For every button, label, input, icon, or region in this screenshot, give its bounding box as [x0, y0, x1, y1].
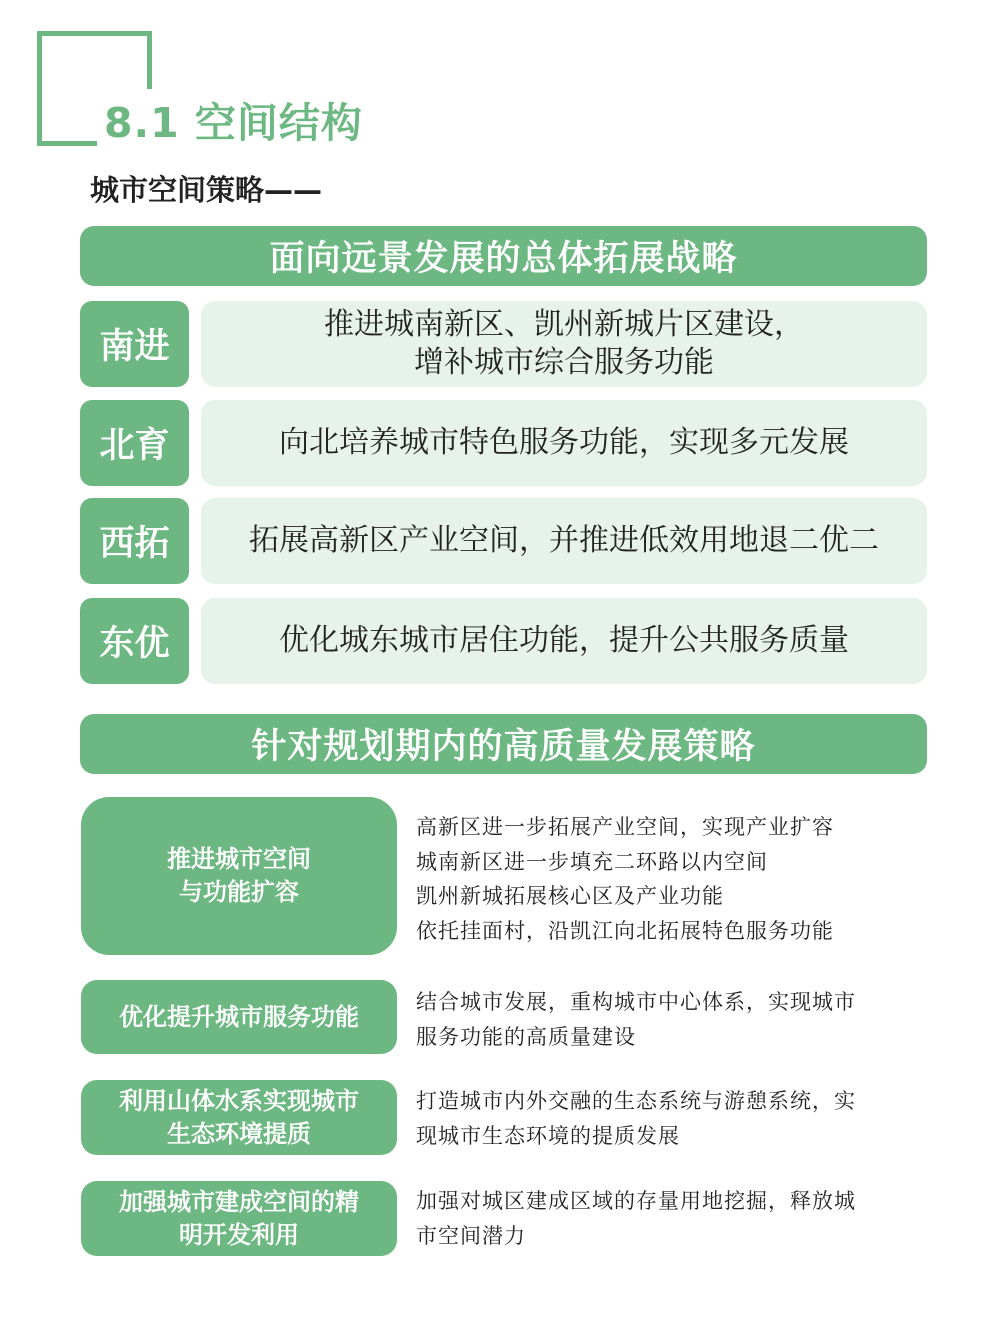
- direction-text: [201, 301, 927, 387]
- strategy-desc-line: 城南新区进一步填充二环路以内空间: [416, 849, 768, 874]
- strategy-label-line: 生态环境提质: [167, 1119, 311, 1148]
- direction-text-line: 增补城市综合服务功能: [414, 345, 714, 380]
- strategy-desc-expand: [416, 810, 926, 948]
- direction-text-line: 推进城南新区、凯州新城片区建设，: [324, 307, 804, 342]
- strategy-desc-line: 结合城市发展，重构城市中心体系，实现城市: [416, 990, 856, 1014]
- strategy-desc-line: 依托挂面村，沿凯江向北拓展特色服务功能: [416, 918, 834, 943]
- direction-row-south: [80, 301, 927, 387]
- strategy-desc-ecology: [416, 1084, 926, 1153]
- direction-text-line: 向北培养城市特色服务功能，实现多元发展: [279, 425, 849, 460]
- subtitle: 城市空间策略——: [90, 173, 323, 207]
- section-title: 8.1 空间结构: [104, 99, 363, 147]
- strategy-desc-line: 加强对城区建成区域的存量用地挖掘，释放城: [416, 1189, 856, 1213]
- direction-label: 东优: [80, 598, 189, 684]
- title-bracket-bottom: [37, 141, 97, 146]
- strategy-desc-builtup: [416, 1184, 926, 1253]
- direction-row-east: [80, 598, 927, 684]
- title-bracket-right: [147, 31, 152, 89]
- direction-row-west: [80, 498, 927, 584]
- strategy-label-service: [81, 980, 397, 1054]
- direction-text: [201, 498, 927, 584]
- strategy-label-line: 明开发利用: [179, 1220, 299, 1249]
- direction-label: 北育: [80, 400, 189, 486]
- direction-row-north: [80, 400, 927, 486]
- strategy-label-ecology: [81, 1080, 397, 1155]
- strategy-desc-line: 服务功能的高质量建设: [416, 1024, 636, 1049]
- direction-text: [201, 598, 927, 684]
- title-bracket-left: [37, 31, 42, 146]
- strategy-label-expand: [81, 797, 397, 955]
- banner-overall-strategy: 面向远景发展的总体拓展战略: [80, 226, 927, 286]
- banner-quality-strategy: 针对规划期内的高质量发展策略: [80, 714, 927, 774]
- strategy-label-line: 推进城市空间: [167, 845, 311, 873]
- direction-label: 西拓: [80, 498, 189, 584]
- direction-text-line: 拓展高新区产业空间，并推进低效用地退二优二: [249, 523, 879, 558]
- strategy-label-line: 优化提升城市服务功能: [119, 1002, 359, 1031]
- strategy-label-line: 加强城市建成空间的精: [119, 1187, 359, 1216]
- strategy-desc-service: [416, 985, 926, 1054]
- strategy-label-builtup: [81, 1181, 397, 1256]
- strategy-desc-line: 市空间潜力: [416, 1223, 526, 1248]
- strategy-label-line: 利用山体水系实现城市: [119, 1086, 359, 1115]
- strategy-desc-line: 凯州新城拓展核心区及产业功能: [416, 884, 724, 908]
- strategy-desc-line: 现城市生态环境的提质发展: [416, 1123, 680, 1148]
- strategy-label-line: 与功能扩容: [179, 878, 299, 906]
- direction-text: [201, 400, 927, 486]
- strategy-desc-line: 高新区进一步拓展产业空间，实现产业扩容: [416, 815, 834, 839]
- direction-label: 南进: [80, 301, 189, 387]
- title-bracket-top: [37, 31, 152, 36]
- direction-text-line: 优化城东城市居住功能，提升公共服务质量: [279, 623, 849, 658]
- strategy-desc-line: 打造城市内外交融的生态系统与游憩系统，实: [416, 1089, 856, 1113]
